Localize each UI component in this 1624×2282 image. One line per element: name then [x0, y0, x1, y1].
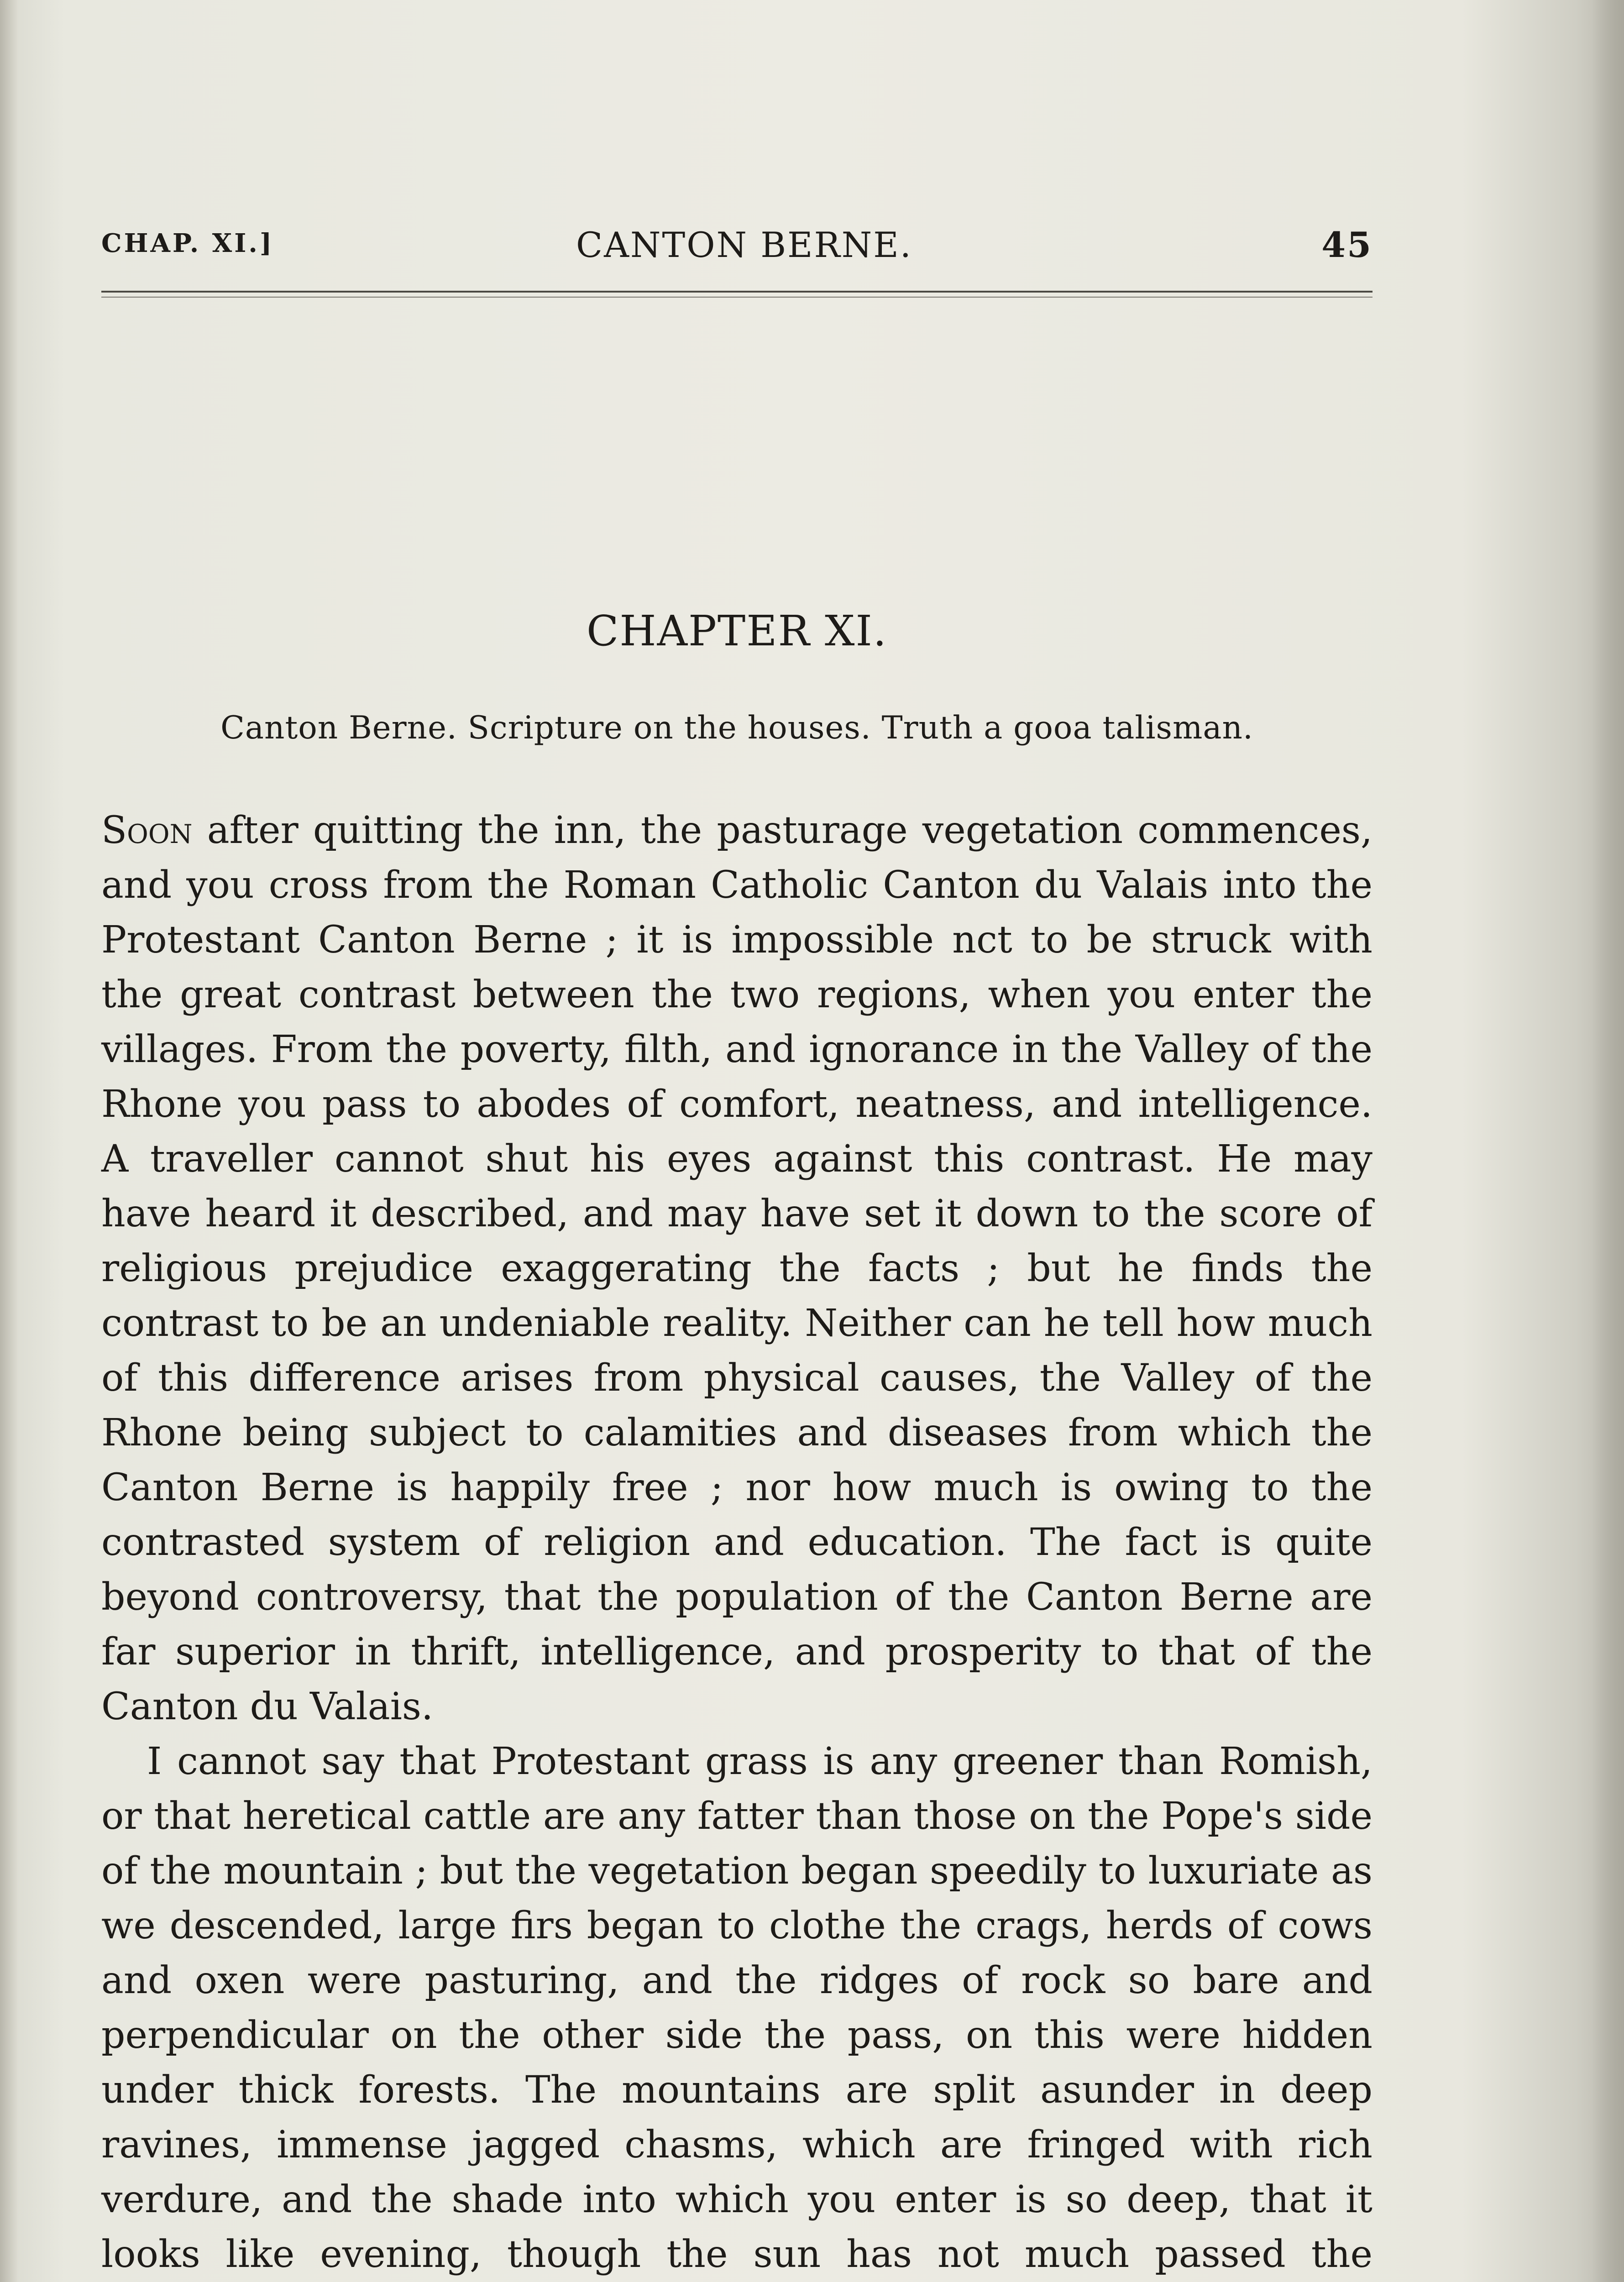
- page-content: [101, 0, 1373, 2282]
- page-edge-shadow: [1592, 0, 1624, 2282]
- chapter-label: CHAP. XI.]: [101, 228, 274, 258]
- chapter-summary: Canton Berne. Scripture on the houses. Truth a gooa talisman.: [220, 710, 1253, 746]
- opening-word: Soon: [101, 809, 193, 852]
- chapter-title: CHAPTER XI.: [586, 607, 888, 655]
- header-rule: [101, 291, 1373, 293]
- chapter-body: [101, 803, 1373, 2282]
- paragraph-1-text: after quitting the inn, the pasturage vegetation commences, and you cross from the Roman Catholic Canton du Valais into the Protestant Canton Berne ; it is impossible nct to be struck with the great contrast between the two regions, when you enter the villages. From the poverty, filth, and ignorance in the Valley of the Rhone you pass to abodes of comfort, neatness, and intelligence. A traveller cannot shut his eyes against this contrast. He may have heard it described, and may have set it down to the score of religious prejudice exaggerating the facts ; but he finds the contrast to be an undeniable reality. Neither can he tell how much of this difference arises from physical causes, the Valley of the Rhone being subject to calamities and diseases from which the Canton Berne is happily free ; nor how much is owing to the contrasted system of religion and education. The fact is quite beyond controversy, that the population of the Canton Berne are far superior in thrift, intelligence, and prosperity to that of the Canton du Valais.: [101, 809, 1373, 1728]
- running-header: [101, 225, 1373, 266]
- running-title: CANTON BERNE.: [576, 225, 912, 265]
- page-number: 45: [1321, 225, 1373, 265]
- paragraph-2: I cannot say that Protestant grass is any greener than Romish, or that heretical cattle are any fatter than those on the Pope's side of the mountain ; but the vegetation began speedily to luxuriate as we descended, large firs began to clothe the crags, herds of cows and oxen were pasturing, and the ridges of rock so bare and perpendicular on the other side the pass, on this were hidden under thick forests. The mountains are split asunder in deep ravines, immense jagged chasms, which are fringed with rich verdure, and the shade into which you enter is so deep, that it looks like evening, though the sun has not much passed the: [101, 1740, 1373, 2276]
- page-gutter-shadow: [0, 0, 17, 2282]
- header-rule-thin: [101, 297, 1373, 298]
- paragraph-1: [101, 803, 1373, 1734]
